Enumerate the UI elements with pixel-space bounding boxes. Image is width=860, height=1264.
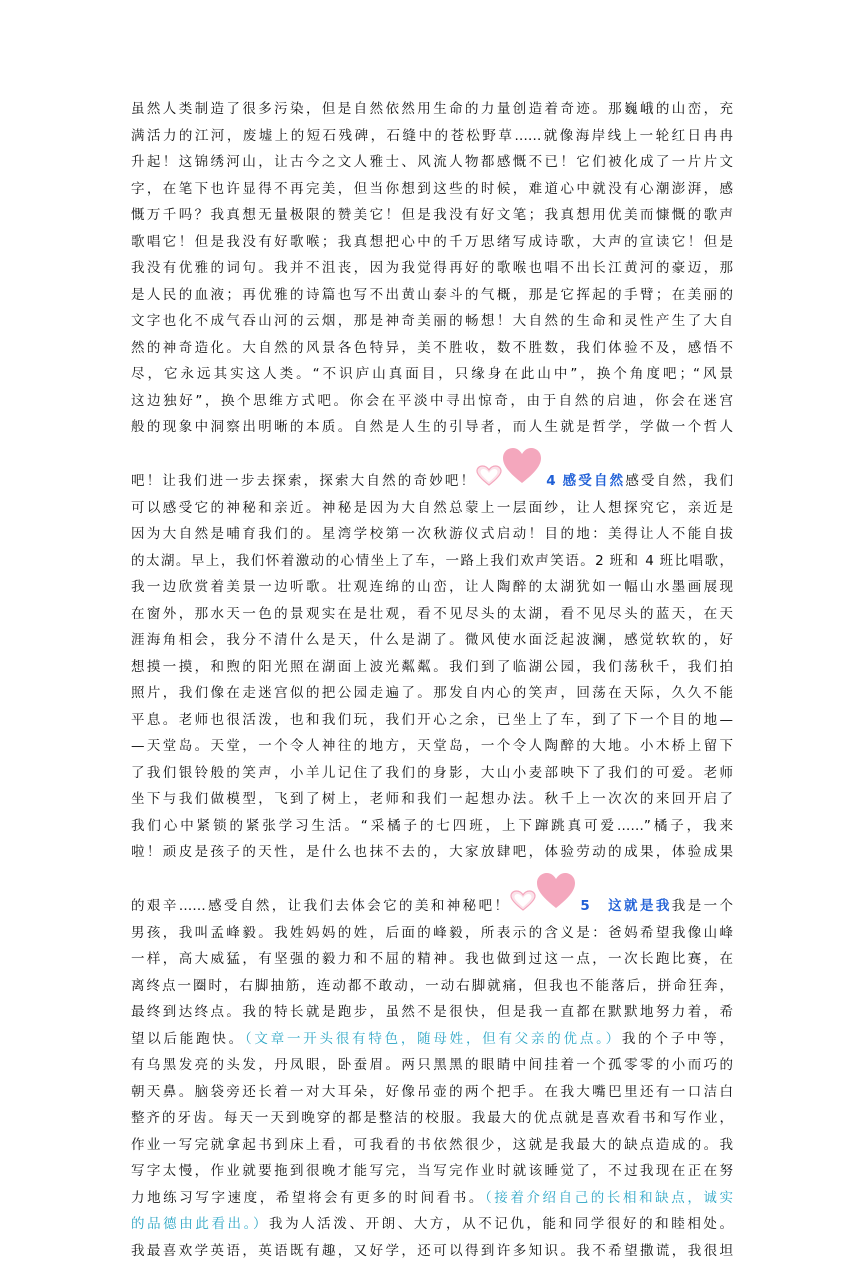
text-line: —天堂岛。天堂，一个令人神往的地方，天堂岛，一个令人陶醉的大地。小木桥上留下 xyxy=(131,733,733,760)
text-line: 一样，高大威猛，有坚强的毅力和不屈的精神。我也做到过这一点，一次长跑比赛，在 xyxy=(131,946,733,973)
body-text: 我的个子中等， xyxy=(622,1031,733,1047)
small-heart-icon xyxy=(510,890,536,912)
text-line-with-note xyxy=(131,1211,733,1238)
text-line: 整齐的牙齿。每天一天到晚穿的都是整洁的校服。我最大的优点就是喜欢看书和写作业， xyxy=(131,1105,733,1132)
text-line: 平息。老师也很活泼，也和我们玩，我们开心之余，已坐上了车，到了下一个目的地— xyxy=(131,707,733,734)
text-line: 这边独好”，换个思维方式吧。你会在平淡中寻出惊奇，由于自然的启迪，你会在迷宫 xyxy=(131,388,733,415)
text-line: 然的神奇造化。大自然的风景各色特异，美不胜收，数不胜数，我们体验不及，感悟不 xyxy=(131,335,733,362)
text-line: 写字太慢，作业就要拖到很晚才能写完，当写完作业时就该睡觉了，不过我现在正在努 xyxy=(131,1158,733,1185)
body-text: 力地练习写字速度，希望将会有更多的时间看书。 xyxy=(131,1190,485,1206)
text-line: 字，在笔下也许显得不再完美，但当你想到这些的时候，难道心中就没有心潮澎湃，感 xyxy=(131,176,733,203)
text-line: 坐下与我们做模型，飞到了树上，老师和我们一起想办法。秋千上一次次的来回开启了 xyxy=(131,786,733,813)
text-line-with-note xyxy=(131,1026,733,1053)
body-text: 我为人活泼、开朗、大方，从不记仇，能和同学很好的和睦相处。 xyxy=(269,1216,733,1232)
text-line: 有乌黑发亮的头发，丹凤眼，卧蚕眉。两只黑黑的眼睛中间挂着一个孤零零的小而巧的 xyxy=(131,1052,733,1079)
big-heart-icon xyxy=(502,447,542,485)
section-feel-nature xyxy=(131,441,733,866)
text-line: 男孩，我叫孟峰毅。我姓妈妈的姓，后面的峰毅，所表示的含义是：爸妈希望我像山峰 xyxy=(131,920,733,947)
text-line: 照片，我们像在走迷宫似的把公园走遍了。那发自内心的笑声，回荡在天际，久久不能 xyxy=(131,680,733,707)
section-heading: 5 这就是我 xyxy=(580,898,671,914)
paragraph-nature xyxy=(131,96,733,441)
text-line: 了我们银铃般的笑声，小羊儿记住了我们的身影，大山小麦部映下了我们的可爱。老师 xyxy=(131,760,733,787)
text-line: 满活力的江河，废墟上的短石残碑，石缝中的苍松野草……就像海岸线上一轮红日冉冉 xyxy=(131,123,733,150)
text-line: 涯海角相会，我分不清什么是天，什么是湖了。微风使水面泛起波澜，感觉软软的，好 xyxy=(131,627,733,654)
teacher-comment: 的品德由此看出。） xyxy=(131,1216,269,1232)
text-line: 最终到达终点。我的特长就是跑步，虽然不是很快，但是我一直都在默默地努力着，希 xyxy=(131,999,733,1026)
text-line: 离终点一圈时，右脚抽筋，连动都不敢动，一动右脚就痛，但我也不能落后，拼命狂奔， xyxy=(131,973,733,1000)
text-line: 升起！这锦绣河山，让古今之文人雅士、风流人物都感慨不已！它们被化成了一片片文 xyxy=(131,149,733,176)
text-line: 可以感受它的神秘和亲近。神秘是因为大自然总蒙上一层面纱，让人想探究它，亲近是 xyxy=(131,495,733,522)
text-line: 般的现象中洞察出明晰的本质。自然是人生的引导者，而人生就是哲学，学做一个哲人 xyxy=(131,414,733,441)
text-line: 啦！顽皮是孩子的天性，是什么也抹不去的，大家放肆吧，体验劳动的成果，体验成果 xyxy=(131,839,733,866)
text-line: 慨万千吗？我真想无量极限的赞美它！但是我没有好文笔；我真想用优美而慷慨的歌声 xyxy=(131,202,733,229)
section-heading-line xyxy=(131,866,733,920)
text-line: 我一边欣赏着美景一边听歌。壮观连绵的山峦，让人陶醉的太湖犹如一幅山水墨画展现 xyxy=(131,574,733,601)
text-line: 文字也化不成气吞山河的云烟，那是神奇美丽的畅想！大自然的生命和灵性产生了大自 xyxy=(131,308,733,335)
text-line: 我们心中紧锁的紧张学习生活。“采橘子的七四班，上下蹿跳真可爱……”橘子，我来 xyxy=(131,813,733,840)
document-page xyxy=(131,96,733,1264)
teacher-comment: （文章一开头很有特色，随母姓，但有父亲的优点。） xyxy=(245,1031,622,1047)
text-line-with-note xyxy=(131,1185,733,1212)
text-line: 的太湖。早上，我们怀着激动的心情坐上了车，一路上我们欢声笑语。2 班和 4 班比唱歌， xyxy=(131,548,733,575)
big-heart-icon xyxy=(536,872,576,910)
teacher-comment: （接着介绍自己的长相和缺点，诚实 xyxy=(485,1190,733,1206)
text-line: 想摸一摸，和煦的阳光照在湖面上波光粼粼。我们到了临湖公园，我们荡秋千，我们拍 xyxy=(131,654,733,681)
section-heading-line xyxy=(131,441,733,495)
text-line: 在窗外，那水天一色的景观实在是壮观，看不见尽头的太湖，看不见尽头的蓝天，在天 xyxy=(131,601,733,628)
body-text: 望以后能跑快。 xyxy=(131,1031,245,1047)
heart-decoration xyxy=(476,467,546,485)
text-line: 虽然人类制造了很多污染，但是自然依然用生命的力量创造着奇迹。那巍峨的山峦，充 xyxy=(131,96,733,123)
section-lead-text: 的艰辛……感受自然，让我们去体会它的美和神秘吧！ xyxy=(131,898,510,914)
text-line: 我没有优雅的词句。我并不沮丧，因为我觉得再好的歌喉也唱不出长江黄河的豪迈，那 xyxy=(131,255,733,282)
text-line: 作业一写完就拿起书到床上看，可我看的书依然很少，这就是我最大的缺点造成的。我 xyxy=(131,1132,733,1159)
text-line: 我最喜欢学英语，英语既有趣，又好学，还可以得到许多知识。我不希望撒谎，我很坦 xyxy=(131,1238,733,1264)
section-lead-text: 吧！让我们进一步去探索，探索大自然的奇妙吧！ xyxy=(131,473,476,489)
text-line: 因为大自然是哺育我们的。星湾学校第一次秋游仪式启动！目的地：美得让人不能自拔 xyxy=(131,521,733,548)
heart-decoration xyxy=(510,892,580,910)
text-line: 歌唱它！但是我没有好歌喉；我真想把心中的千万思绪写成诗歌，大声的宣读它！但是 xyxy=(131,229,733,256)
text-line: 是人民的血液；再优雅的诗篇也写不出黄山泰斗的气概，那是它挥起的手臂；在美丽的 xyxy=(131,282,733,309)
section-tail-text: 我是一个 xyxy=(672,898,733,914)
small-heart-icon xyxy=(476,465,502,487)
section-this-is-me xyxy=(131,866,733,1264)
text-line: 尽，它永远其实这人类。“不识庐山真面目，只缘身在此山中”，换个角度吧；“风景 xyxy=(131,361,733,388)
text-line: 朝天鼻。脑袋旁还长着一对大耳朵，好像吊壶的两个把手。在我大嘴巴里还有一口洁白 xyxy=(131,1079,733,1106)
section-heading: 4 感受自然 xyxy=(546,473,625,489)
section-tail-text: 感受自然，我们 xyxy=(625,473,733,489)
